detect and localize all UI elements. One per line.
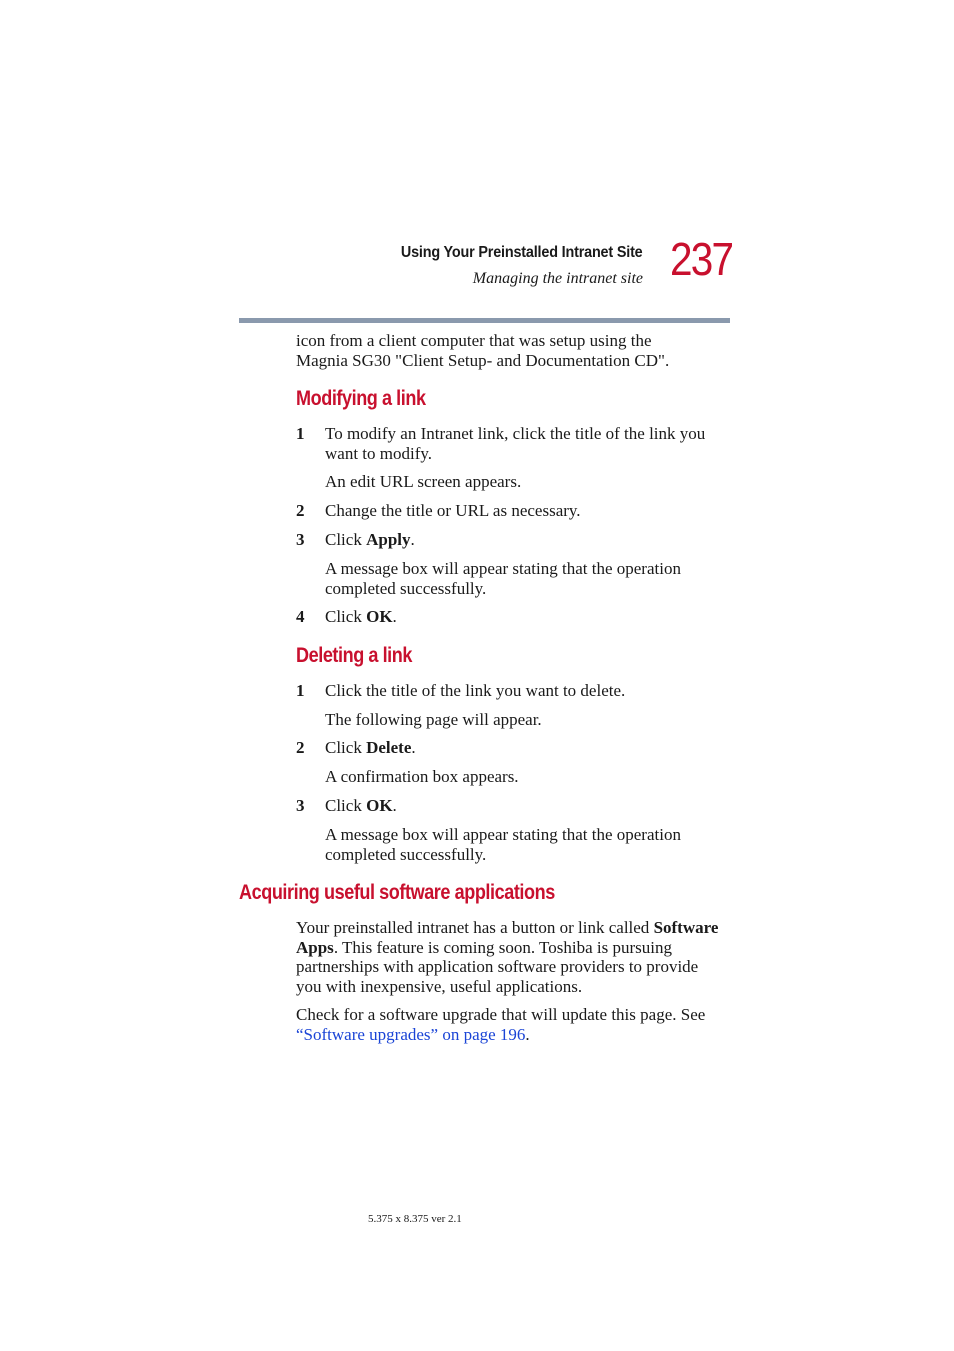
step-number: 4: [296, 607, 305, 626]
step-text: Change the title or URL as necessary.: [325, 501, 581, 520]
modify-heading: Modifying a link: [296, 387, 426, 410]
intro-line-1: icon from a client computer that was setup using the: [296, 331, 652, 350]
delete-note-3: A message box will appear stating that the operation completed successfully.: [325, 825, 681, 864]
page-number: 237: [670, 233, 733, 285]
step-text: Click OK.: [325, 796, 397, 815]
acquire-paragraph-2: Check for a software upgrade that will update this page. See “Software upgrades” on page 196.: [296, 1005, 706, 1044]
delete-heading: Deleting a link: [296, 644, 412, 667]
modify-step-2: [296, 501, 726, 521]
header-rule: [239, 318, 730, 323]
step-number: 2: [296, 738, 305, 757]
delete-step-3: [296, 796, 726, 816]
step-number: 1: [296, 681, 305, 700]
ui-term-software-apps: Software Apps: [296, 918, 719, 957]
step-text: Click Apply.: [325, 530, 415, 549]
ui-term-apply: Apply: [366, 530, 411, 549]
step-number: 3: [296, 796, 305, 815]
intro-paragraph: [296, 331, 726, 370]
acquire-heading: Acquiring useful software applications: [239, 881, 555, 904]
ui-term-ok: OK: [366, 796, 393, 815]
delete-step-1: [296, 681, 726, 701]
modify-note-1: An edit URL screen appears.: [325, 472, 522, 491]
modify-note-2: A message box will appear stating that the operation completed successfully.: [325, 559, 681, 598]
step-text: Click Delete.: [325, 738, 416, 757]
acquire-paragraph-1: Your preinstalled intranet has a button or link called Software Apps. This feature is coming soon. Toshiba is pursuing partnerships with application software providers to provide you with inexpensive, useful applications.: [296, 918, 719, 996]
delete-step-2: [296, 738, 726, 758]
modify-step-1: [296, 424, 726, 463]
step-text: Click OK.: [325, 607, 397, 626]
modify-step-4: [296, 607, 726, 627]
step-text: Click the title of the link you want to delete.: [325, 681, 626, 700]
cross-reference-link[interactable]: “Software upgrades” on page 196: [296, 1024, 526, 1044]
ui-term-ok: OK: [366, 607, 393, 626]
print-footer: 5.375 x 8.375 ver 2.1: [368, 1213, 462, 1225]
ui-term-delete: Delete: [366, 738, 412, 757]
modify-step-3: [296, 530, 726, 550]
step-number: 1: [296, 424, 305, 443]
step-text: To modify an Intranet link, click the title of the link you want to modify.: [325, 424, 706, 463]
intro-line-2: Magnia SG30 "Client Setup- and Documentation CD".: [296, 350, 670, 370]
delete-note-2: A confirmation box appears.: [325, 767, 519, 786]
running-header-section: Managing the intranet site: [472, 270, 643, 287]
delete-note-1: The following page will appear.: [325, 710, 542, 729]
running-header-chapter: Using Your Preinstalled Intranet Site: [401, 244, 643, 261]
step-number: 2: [296, 501, 305, 520]
step-number: 3: [296, 530, 305, 549]
